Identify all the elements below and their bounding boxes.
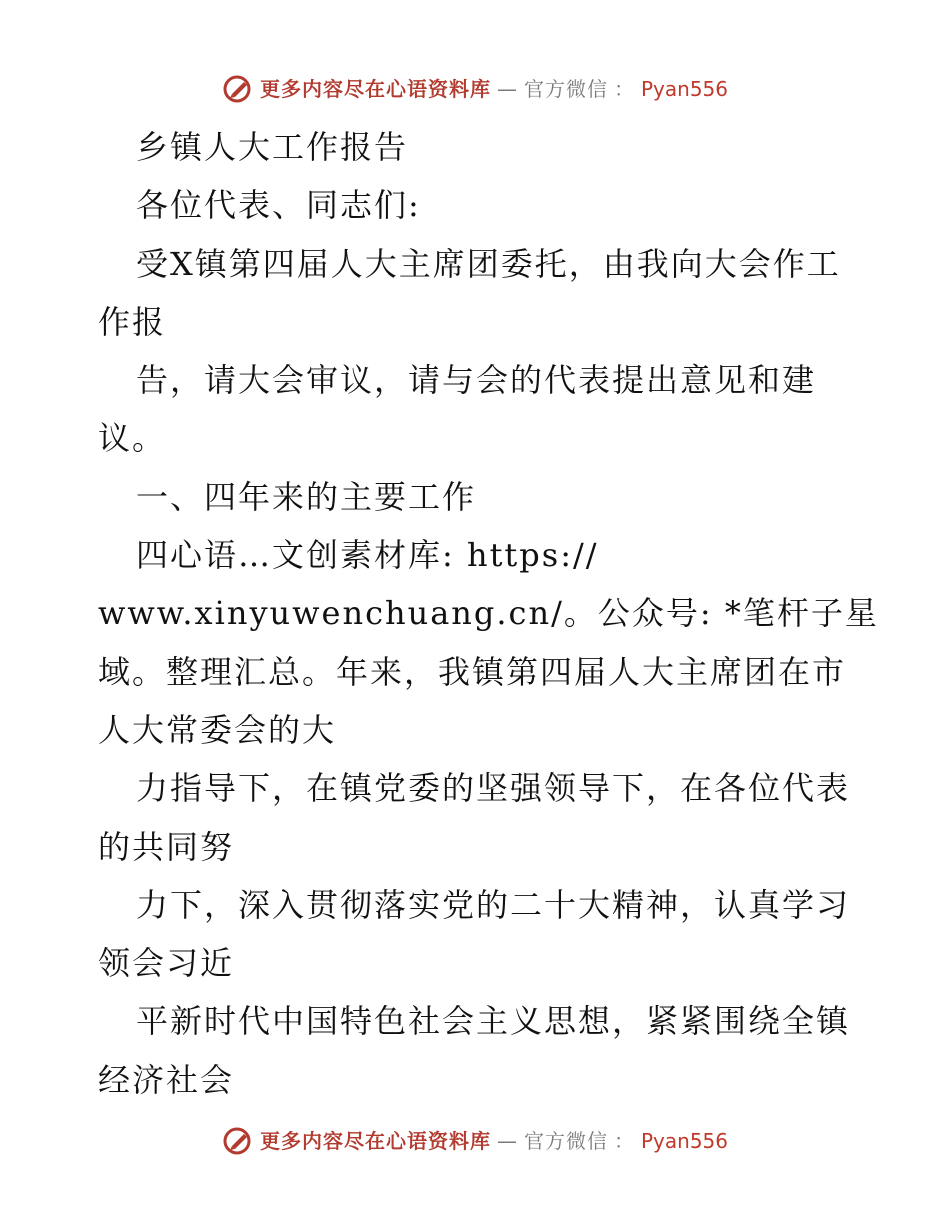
watermark-colon: ：: [613, 77, 635, 101]
watermark-wechat-label: 官方微信: [523, 77, 608, 101]
brand-logo-icon: [222, 1126, 254, 1156]
paragraph-line: 力指导下，在镇党委的坚强领导下，在各位代表: [136, 769, 851, 808]
watermark-separator: —: [496, 1129, 518, 1153]
watermark-separator: —: [496, 77, 518, 101]
document-title: 乡镇人大工作报告: [136, 128, 409, 166]
paragraph-line: 四心语…文创素材库: https://: [136, 536, 599, 575]
watermark-wechat-id: Pyan556: [640, 1129, 728, 1153]
paragraph-line: 作报: [98, 302, 167, 341]
watermark-brand-text: 更多内容尽在心语资料库: [259, 77, 491, 101]
document-body: [98, 124, 879, 1115]
watermark-wechat-id: Pyan556: [640, 77, 728, 101]
paragraph-line: 受X镇第四届人大主席团委托，由我向大会作工: [136, 244, 841, 283]
paragraph-line: 告，请大会审议，请与会的代表提出意见和建: [136, 361, 817, 400]
paragraph-line: 经济社会: [98, 1060, 235, 1099]
watermark-brand-text: 更多内容尽在心语资料库: [259, 1129, 491, 1153]
paragraph-line: 的共同努: [98, 827, 235, 866]
brand-logo-icon: [222, 74, 254, 104]
paragraph-line: www.xinyuwenchuang.cn/。公众号: *笔杆子星: [98, 594, 879, 633]
paragraph-line: 议。: [98, 419, 167, 458]
paragraph-line: 力下，深入贯彻落实党的二十大精神，认真学习: [136, 885, 851, 924]
watermark-colon: ：: [613, 1129, 635, 1153]
salutation-line: 各位代表、同志们:: [136, 186, 421, 225]
paragraph-line: 领会习近: [98, 944, 235, 983]
header-watermark: [0, 74, 950, 104]
paragraph-line: 平新时代中国特色社会主义思想，紧紧围绕全镇: [136, 1002, 851, 1041]
watermark-wechat-label: 官方微信: [523, 1129, 608, 1153]
paragraph-line: 域。整理汇总。年来，我镇第四届人大主席团在市: [98, 652, 847, 691]
paragraph-line: 人大常委会的大: [98, 710, 337, 749]
footer-watermark: [0, 1126, 950, 1156]
section-heading: 一、四年来的主要工作: [136, 477, 477, 516]
